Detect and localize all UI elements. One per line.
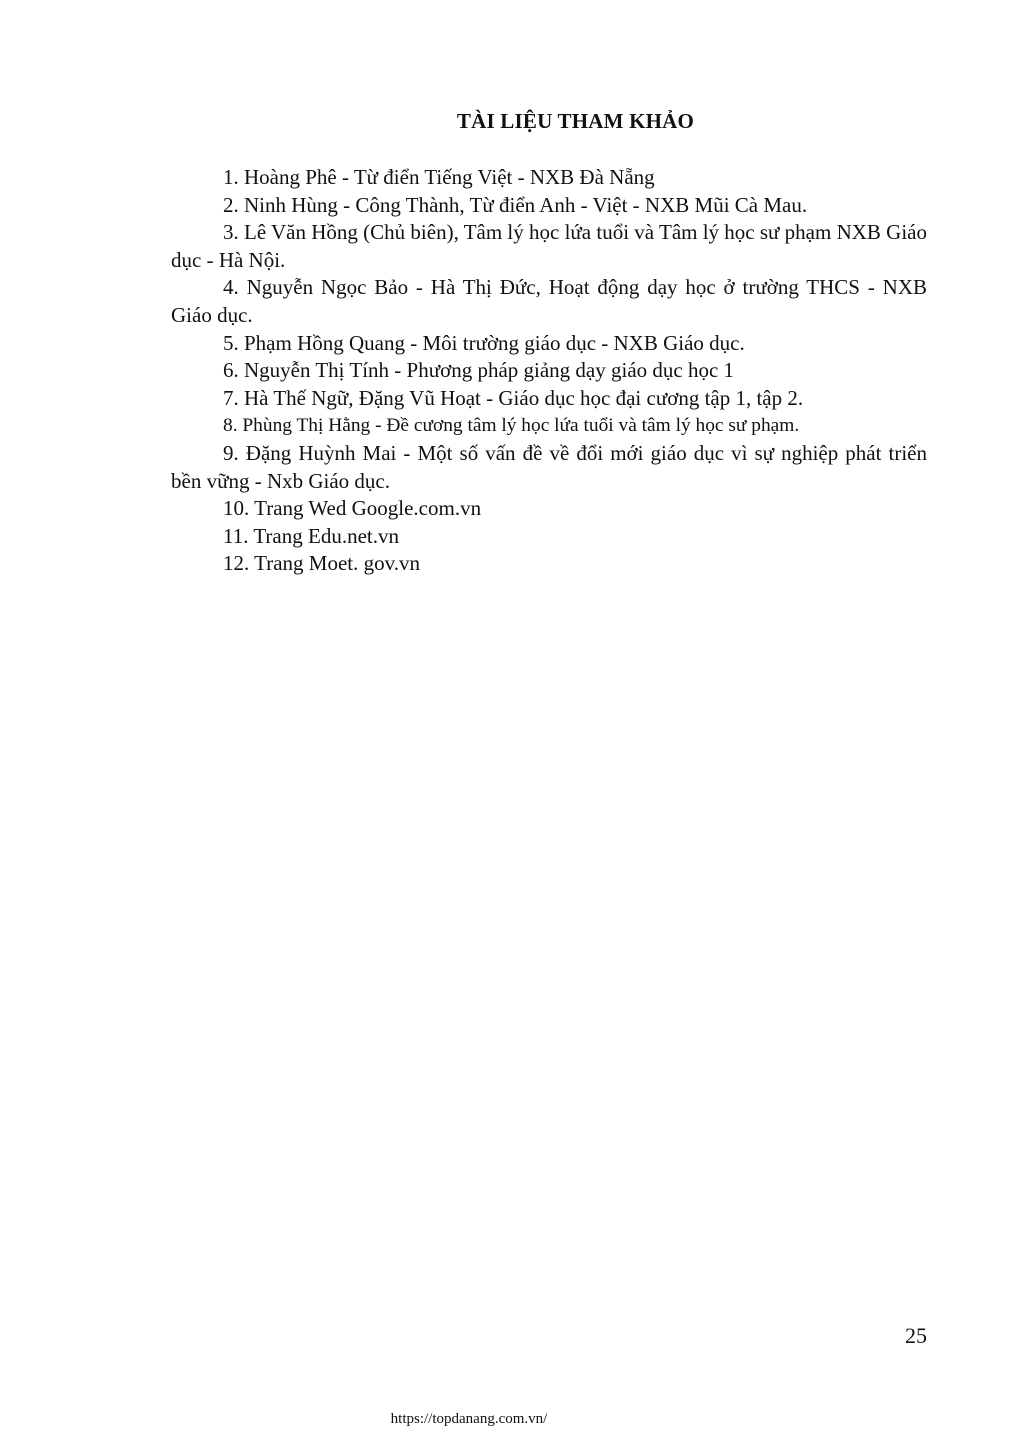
reference-list	[171, 164, 927, 578]
reference-item: 6. Nguyễn Thị Tính - Phương pháp giảng dạy giáo dục học 1	[223, 358, 735, 383]
reference-item: 4. Nguyễn Ngọc Bảo - Hà Thị Đức, Hoạt động dạy học ở trường THCS - NXB Giáo dục.	[171, 275, 927, 327]
reference-item: 10. Trang Wed Google.com.vn	[223, 496, 482, 521]
reference-item: 8. Phùng Thị Hằng - Đề cương tâm lý học lứa tuổi và tâm lý học sư phạm.	[223, 415, 800, 437]
reference-item: 12. Trang Moet. gov.vn	[223, 551, 420, 576]
reference-item: 2. Ninh Hùng - Công Thành, Từ điển Anh - Việt - NXB Mũi Cà Mau.	[223, 192, 808, 217]
page-number: 25	[905, 1323, 927, 1348]
reference-item: 5. Phạm Hồng Quang - Môi trường giáo dục - NXB Giáo dục.	[223, 330, 745, 355]
reference-item: 3. Lê Văn Hồng (Chủ biên), Tâm lý học lứa tuổi và Tâm lý học sư phạm NXB Giáo dục - Hà Nội.	[171, 220, 927, 272]
page-title: TÀI LIỆU THAM KHẢO	[456, 109, 695, 133]
reference-item: 1. Hoàng Phê - Từ điển Tiếng Việt - NXB Đà Nẵng	[223, 165, 655, 189]
footer-url: https://topdanang.com.vn/	[390, 1411, 548, 1427]
reference-item: 11. Trang Edu.net.vn	[223, 523, 399, 548]
reference-item: 7. Hà Thế Ngữ, Đặng Vũ Hoạt - Giáo dục học đại cương tập 1, tập 2.	[223, 385, 804, 410]
reference-item: 9. Đặng Huỳnh Mai - Một số vấn đề về đổi mới giáo dục vì sự nghiệp phát triển bền vững - Nxb Giáo dục.	[171, 440, 927, 493]
